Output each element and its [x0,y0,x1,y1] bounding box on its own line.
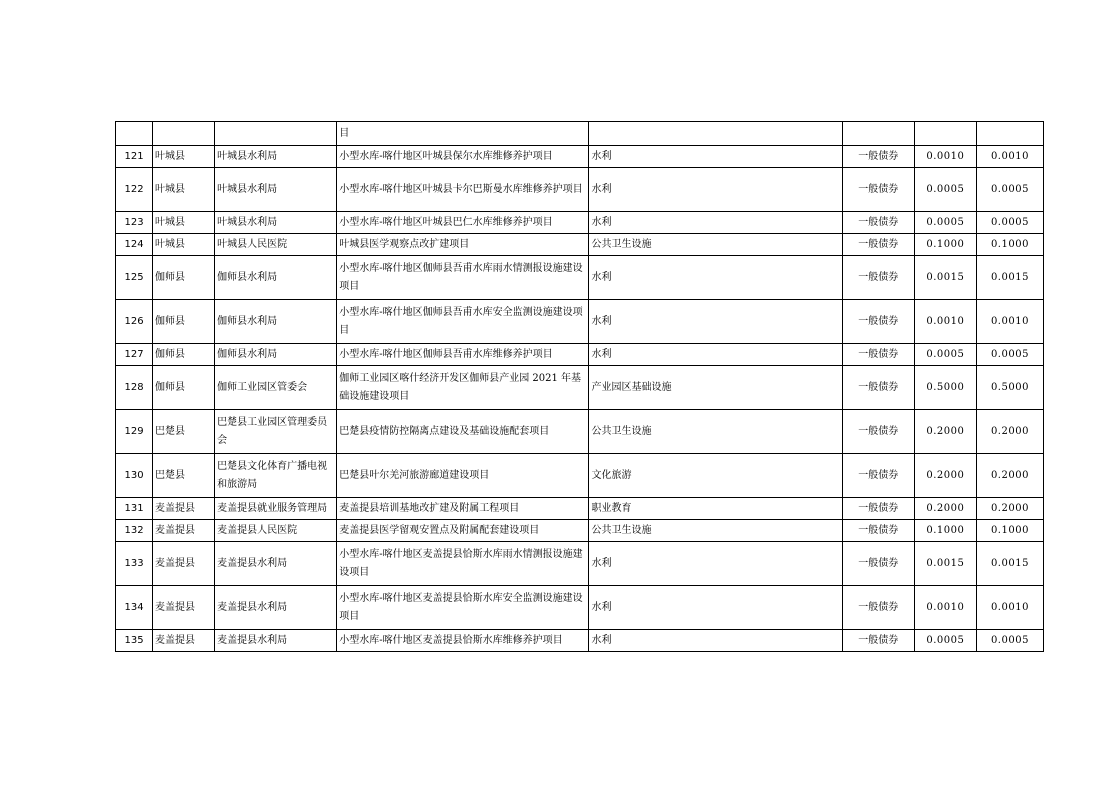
row-number-cell: 121 [116,146,153,168]
category-cell: 水利 [589,300,842,344]
category-cell: 水利 [589,212,842,234]
category-cell: 水利 [589,256,842,300]
amount-cell-2: 0.1000 [976,234,1043,256]
project-name-cell: 目 [337,122,589,146]
category-cell: 水利 [589,146,842,168]
amount-cell: 0.2000 [914,410,976,454]
agency-cell: 麦盖提县人民医院 [215,520,337,542]
row-number-cell [116,122,153,146]
amount-cell-2: 0.2000 [976,498,1043,520]
amount-cell: 0.1000 [914,520,976,542]
amount-cell: 0.0015 [914,542,976,586]
project-name-cell: 小型水库-喀什地区麦盖提县恰斯水库雨水情测报设施建设项目 [337,542,589,586]
table-row [116,212,1044,234]
county-cell: 麦盖提县 [153,586,215,630]
table-row [116,234,1044,256]
category-cell: 水利 [589,586,842,630]
agency-cell: 叶城县水利局 [215,146,337,168]
agency-cell: 麦盖提县水利局 [215,630,337,652]
amount-cell: 0.0005 [914,344,976,366]
amount-cell-2: 0.0010 [976,586,1043,630]
project-name-cell: 小型水库-喀什地区叶城县卡尔巴斯曼水库维修养护项目 [337,168,589,212]
agency-cell: 麦盖提县就业服务管理局 [215,498,337,520]
bond-type-cell [842,122,914,146]
amount-cell-2: 0.0005 [976,212,1043,234]
agency-cell: 麦盖提县水利局 [215,542,337,586]
county-cell: 叶城县 [153,212,215,234]
row-number-cell: 135 [116,630,153,652]
county-cell: 伽师县 [153,366,215,410]
agency-cell: 伽师县水利局 [215,344,337,366]
category-cell: 公共卫生设施 [589,234,842,256]
bond-type-cell: 一般债券 [842,520,914,542]
amount-cell: 0.2000 [914,498,976,520]
bond-type-cell: 一般债券 [842,410,914,454]
bond-type-cell: 一般债券 [842,344,914,366]
county-cell: 叶城县 [153,234,215,256]
table-row [116,630,1044,652]
amount-cell: 0.0005 [914,212,976,234]
row-number-cell: 134 [116,586,153,630]
project-name-cell: 麦盖提县培训基地改扩建及附属工程项目 [337,498,589,520]
agency-cell: 叶城县水利局 [215,212,337,234]
project-name-cell: 叶城县医学观察点改扩建项目 [337,234,589,256]
amount-cell: 0.2000 [914,454,976,498]
row-number-cell: 122 [116,168,153,212]
amount-cell [914,122,976,146]
category-cell: 水利 [589,168,842,212]
amount-cell-2: 0.0010 [976,300,1043,344]
bond-type-cell: 一般债券 [842,300,914,344]
amount-cell-2: 0.0015 [976,256,1043,300]
bond-type-cell: 一般债券 [842,234,914,256]
row-number-cell: 130 [116,454,153,498]
county-cell: 伽师县 [153,300,215,344]
amount-cell-2: 0.0015 [976,542,1043,586]
row-number-cell: 133 [116,542,153,586]
county-cell: 麦盖提县 [153,498,215,520]
agency-cell: 巴楚县工业园区管理委员会 [215,410,337,454]
county-cell: 麦盖提县 [153,520,215,542]
amount-cell-2: 0.2000 [976,410,1043,454]
row-number-cell: 127 [116,344,153,366]
bond-type-cell: 一般债券 [842,146,914,168]
bond-type-cell: 一般债券 [842,498,914,520]
amount-cell-2: 0.0005 [976,344,1043,366]
table-row [116,454,1044,498]
bond-type-cell: 一般债券 [842,542,914,586]
county-cell: 伽师县 [153,256,215,300]
agency-cell: 叶城县水利局 [215,168,337,212]
row-number-cell: 126 [116,300,153,344]
agency-cell: 伽师工业园区管委会 [215,366,337,410]
row-number-cell: 128 [116,366,153,410]
table-row [116,498,1044,520]
amount-cell: 0.0010 [914,586,976,630]
row-number-cell: 125 [116,256,153,300]
category-cell: 职业教育 [589,498,842,520]
amount-cell: 0.0010 [914,300,976,344]
category-cell: 公共卫生设施 [589,520,842,542]
category-cell [589,122,842,146]
agency-cell: 伽师县水利局 [215,256,337,300]
table-row [116,366,1044,410]
amount-cell: 0.0005 [914,168,976,212]
project-name-cell: 小型水库-喀什地区伽师县吾甫水库维修养护项目 [337,344,589,366]
table-row [116,168,1044,212]
category-cell: 文化旅游 [589,454,842,498]
county-cell: 麦盖提县 [153,542,215,586]
bond-type-cell: 一般债券 [842,256,914,300]
amount-cell: 0.0010 [914,146,976,168]
county-cell: 叶城县 [153,168,215,212]
table-row [116,344,1044,366]
amount-cell-2: 0.0005 [976,630,1043,652]
bond-type-cell: 一般债券 [842,168,914,212]
amount-cell-2: 0.2000 [976,454,1043,498]
agency-cell: 叶城县人民医院 [215,234,337,256]
category-cell: 水利 [589,542,842,586]
amount-cell-2 [976,122,1043,146]
amount-cell: 0.5000 [914,366,976,410]
amount-cell: 0.1000 [914,234,976,256]
agency-cell: 麦盖提县水利局 [215,586,337,630]
bond-type-cell: 一般债券 [842,366,914,410]
row-number-cell: 129 [116,410,153,454]
project-name-cell: 小型水库-喀什地区叶城县保尔水库维修养护项目 [337,146,589,168]
bond-project-table [115,121,1044,652]
continuation-row [116,122,1044,146]
amount-cell-2: 0.5000 [976,366,1043,410]
row-number-cell: 124 [116,234,153,256]
project-name-cell: 伽师工业园区喀什经济开发区伽师县产业园 2021 年基础设施建设项目 [337,366,589,410]
table-row [116,300,1044,344]
category-cell: 产业园区基础设施 [589,366,842,410]
category-cell: 公共卫生设施 [589,410,842,454]
bond-type-cell: 一般债券 [842,454,914,498]
county-cell: 巴楚县 [153,410,215,454]
amount-cell: 0.0005 [914,630,976,652]
bond-type-cell: 一般债券 [842,586,914,630]
project-name-cell: 小型水库-喀什地区伽师县吾甫水库安全监测设施建设项目 [337,300,589,344]
agency-cell: 巴楚县文化体育广播电视和旅游局 [215,454,337,498]
row-number-cell: 123 [116,212,153,234]
county-cell [153,122,215,146]
project-name-cell: 小型水库-喀什地区麦盖提县恰斯水库维修养护项目 [337,630,589,652]
table-row [116,520,1044,542]
project-name-cell: 小型水库-喀什地区麦盖提县恰斯水库安全监测设施建设项目 [337,586,589,630]
agency-cell: 伽师县水利局 [215,300,337,344]
table-row [116,256,1044,300]
table-row [116,146,1044,168]
project-name-cell: 巴楚县疫情防控隔离点建设及基础设施配套项目 [337,410,589,454]
table-row [116,410,1044,454]
table-body [116,122,1044,652]
category-cell: 水利 [589,344,842,366]
row-number-cell: 132 [116,520,153,542]
project-name-cell: 麦盖提县医学留观安置点及附属配套建设项目 [337,520,589,542]
bond-type-cell: 一般债券 [842,630,914,652]
county-cell: 巴楚县 [153,454,215,498]
project-name-cell: 小型水库-喀什地区伽师县吾甫水库雨水情测报设施建设项目 [337,256,589,300]
project-name-cell: 小型水库-喀什地区叶城县巴仁水库维修养护项目 [337,212,589,234]
table-row [116,542,1044,586]
amount-cell: 0.0015 [914,256,976,300]
county-cell: 伽师县 [153,344,215,366]
row-number-cell: 131 [116,498,153,520]
table-row [116,586,1044,630]
bond-type-cell: 一般债券 [842,212,914,234]
category-cell: 水利 [589,630,842,652]
project-name-cell: 巴楚县叶尔羌河旅游廊道建设项目 [337,454,589,498]
county-cell: 叶城县 [153,146,215,168]
agency-cell [215,122,337,146]
amount-cell-2: 0.1000 [976,520,1043,542]
county-cell: 麦盖提县 [153,630,215,652]
amount-cell-2: 0.0005 [976,168,1043,212]
amount-cell-2: 0.0010 [976,146,1043,168]
